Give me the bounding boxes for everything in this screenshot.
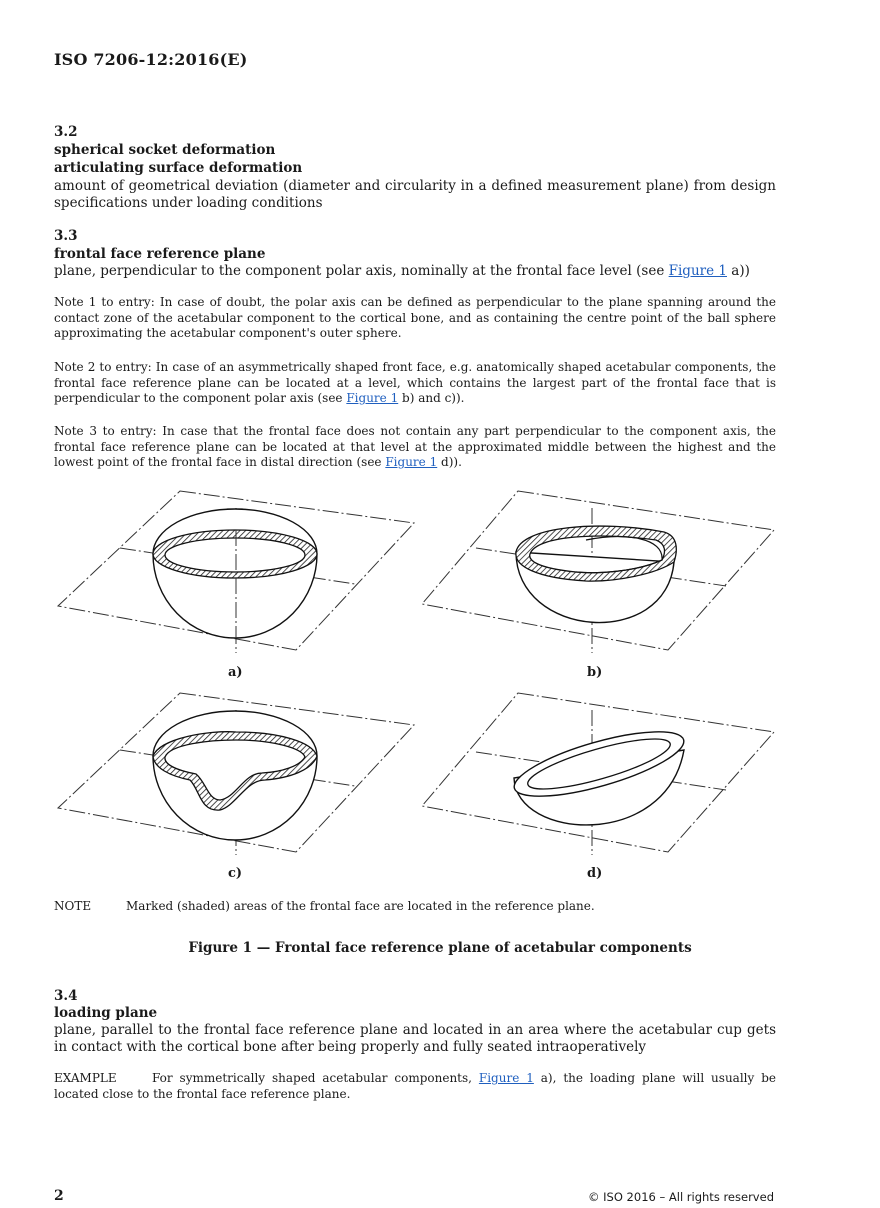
figure-label-a: a) — [228, 665, 243, 680]
figure-label-d: d) — [587, 866, 603, 881]
term-heading: frontal face reference plane — [54, 246, 266, 262]
term-heading: loading plane — [54, 1005, 158, 1021]
figure-link[interactable]: Figure 1 — [385, 455, 438, 469]
term-definition: amount of geometrical deviation (diameter and circularity in a defined measurement plane) from design specifications under loading conditions — [54, 178, 776, 211]
term-heading: spherical socket deformation — [54, 142, 276, 158]
figure-label-c: c) — [228, 866, 243, 881]
term-definition: plane, perpendicular to the component polar axis, nominally at the frontal face level (see Figure 1 a)) — [54, 263, 750, 279]
term-heading-admitted: articulating surface deformation — [54, 160, 303, 176]
copyright-notice: © ISO 2016 – All rights reserved — [588, 1190, 774, 1204]
figure-link[interactable]: Figure 1 — [668, 263, 727, 279]
figure-link[interactable]: Figure 1 — [346, 391, 399, 405]
note-to-entry-3: Note 3 to entry: In case that the frontal face does not contain any part perpendicular to the component axis, the frontal face reference plane can be located at that level at the approximated middle between the highest and the lowest point of the frontal face in distal direction (see Figure 1 d)). — [54, 424, 776, 469]
note-to-entry-2: Note 2 to entry: In case of an asymmetrically shaped front face, e.g. anatomically shaped acetabular components, the frontal face reference plane can be located at a level, which contains the largest part of the frontal face that is perpendicular to the component polar axis (see Figure 1 b) and c)). — [54, 360, 776, 405]
figure-1b-diagram — [416, 488, 796, 663]
figure-1d-diagram — [416, 690, 796, 865]
section-number: 3.3 — [54, 228, 78, 244]
section-number: 3.2 — [54, 124, 78, 140]
figure-label-b: b) — [587, 665, 603, 680]
figure-1a-diagram — [50, 488, 430, 663]
figure-note-text: Marked (shaded) areas of the frontal face are located in the reference plane. — [126, 899, 595, 913]
document-header: ISO 7206-12:2016(E) — [54, 50, 248, 69]
figure-link[interactable]: Figure 1 — [478, 1071, 534, 1085]
term-definition: plane, parallel to the frontal face reference plane and located in an area where the acetabular cup gets in contact with the cortical bone after being properly and fully seated intraoperatively — [54, 1022, 776, 1055]
example-block: EXAMPLE For symmetrically shaped acetabular components, Figure 1 a), the loading plane will usually be located close to the frontal face reference plane. — [54, 1071, 776, 1101]
section-number: 3.4 — [54, 988, 78, 1004]
figure-caption: Figure 1 — Frontal face reference plane of acetabular components — [188, 940, 692, 956]
note-to-entry-1: Note 1 to entry: In case of doubt, the polar axis can be defined as perpendicular to the plane spanning around the contact zone of the acetabular component to the cortical bone, and as containing the centre point of the ball sphere approximating the acetabular component's outer sphere. — [54, 295, 776, 340]
figure-note-label: NOTE — [54, 899, 92, 913]
page-number: 2 — [54, 1188, 64, 1204]
figure-1c-diagram — [50, 690, 430, 865]
example-label: EXAMPLE — [54, 1071, 117, 1085]
